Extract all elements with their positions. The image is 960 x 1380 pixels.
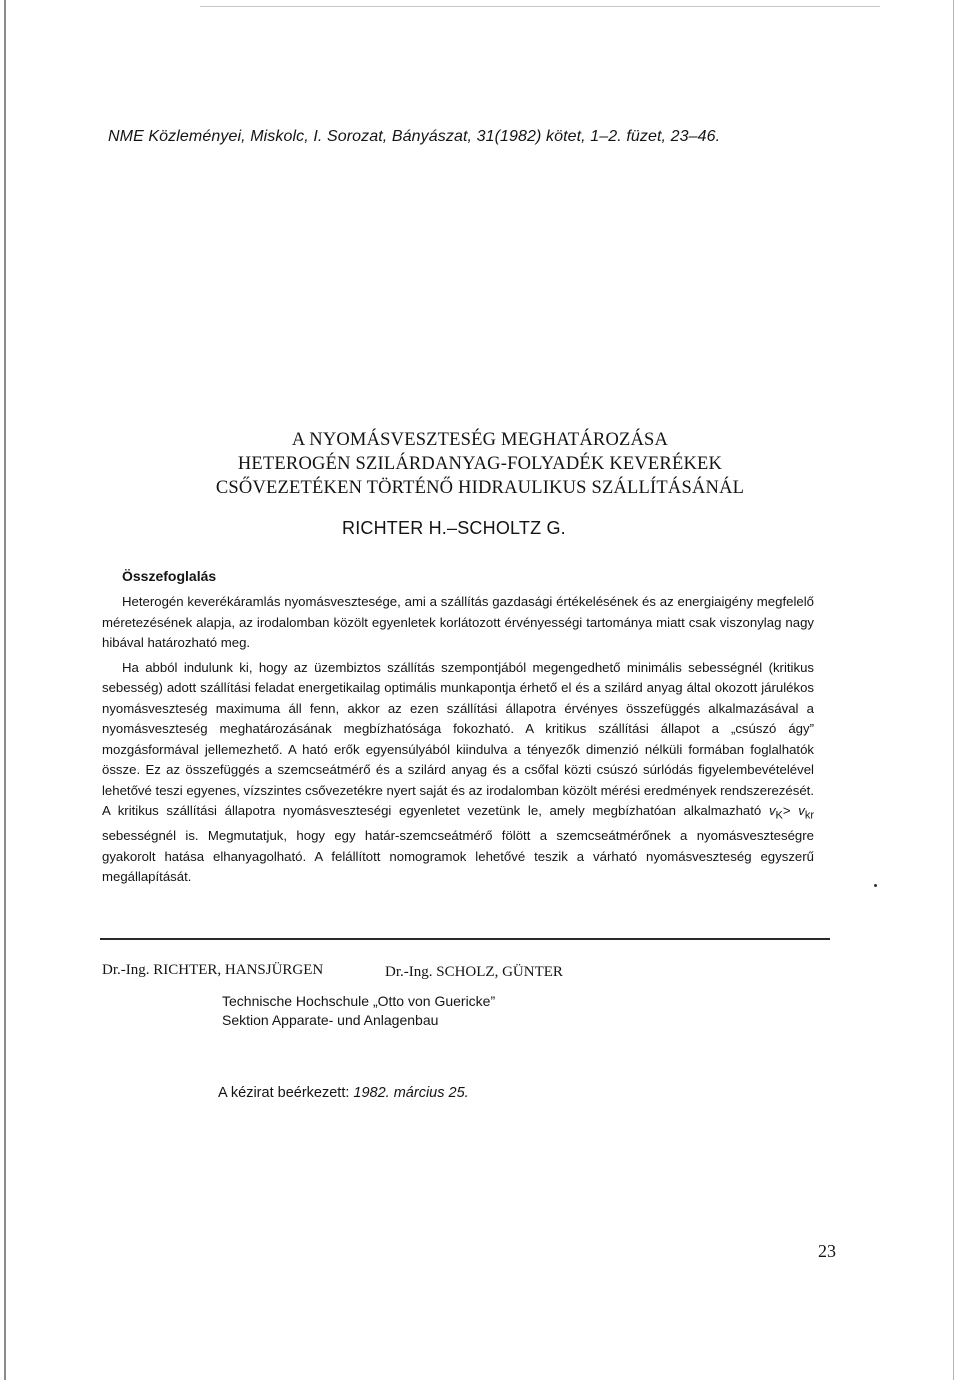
abstract-paragraph-2-end: sebességnél is. Megmutatjuk, hogy egy határ-szemcseátmérő fölött a szemcseátmérőnek a nyomásveszteségre gyakorolt hatása elhanyagolható. A felállított nomogramok lehetővé teszik a várható nyomásveszteség egyszerű megállapítását. bbox=[102, 828, 814, 885]
formula-rhs-sub: kr bbox=[804, 809, 814, 822]
scan-speck bbox=[874, 884, 877, 887]
title-line-3: CSŐVEZETÉKEN TÖRTÉNŐ HIDRAULIKUS SZÁLLÍTÁSÁNÁL bbox=[215, 478, 745, 498]
received-date bbox=[218, 1085, 469, 1101]
formula-operator: > bbox=[782, 803, 791, 818]
author-1-name: Dr.-Ing. RICHTER, HANSJÜRGEN bbox=[102, 962, 324, 978]
abstract-body bbox=[102, 592, 814, 888]
authors-line: RICHTER H.–SCHOLTZ G. bbox=[342, 518, 566, 538]
abstract-paragraph-2-text: Ha abból indulunk ki, hogy az üzembiztos szállítás szempontjából megengedhető minimális sebességnél (kritikus sebesség) adott szállítási feladat energetikailag optimális munkapontja érhető el és a szilárd anyag által okozott járulékos nyomásveszteség maximuma áll fenn, akkor az ezen szállítási állapotra érvényes összefüggés alkalmazásával a nyomásveszteség meghatározásának megbízhatósága fokozható. A kritikus szállítási állapot a „csúszó ágy” mozgásformával jellemezhető. A ható erők egyensúlyából kiindulva a tényezők dimenzió nélküli formában foglalhatók össze. Ez az összefüggés a szemcseátmérő és a szilárd anyag és a csőfal közti csúszó súrlódás figyelembevételével lehetővé teszi egyenes, vízszintes csővezetékre nyert saját és az irodalomban közölt mérési eredmények rendszerezését. A kritikus szállítási állapotra nyomásveszteségi egyenletet vezetünk le, amely megbízhatóan alkalmazható bbox=[102, 659, 814, 818]
received-label: A kézirat beérkezett: bbox=[218, 1085, 354, 1101]
received-date-value: 1982. március 25. bbox=[353, 1085, 469, 1101]
formula bbox=[768, 803, 814, 822]
page-number: 23 bbox=[818, 1241, 836, 1261]
affiliation-line-1: Technische Hochschule „Otto von Guericke” bbox=[222, 993, 496, 1009]
author-2-name: Dr.-Ing. SCHOLZ, GÜNTER bbox=[385, 964, 563, 980]
formula-lhs-sub: K bbox=[775, 809, 783, 822]
formula-lhs: v bbox=[768, 803, 776, 818]
title-line-2: HETEROGÉN SZILÁRDANYAG-FOLYADÉK KEVERÉKEK bbox=[237, 454, 723, 474]
abstract-heading: Összefoglalás bbox=[122, 568, 217, 584]
abstract-paragraph-1: Heterogén keverékáramlás nyomásvesztesége, ami a szállítás gazdasági értékelésének és az energiaigény megfelelő méretezésének alapja, az irodalomban közölt egyenletek korlátozott érvényességi tartománya miatt csak viszonylag nagy hibával határozható meg. bbox=[102, 594, 814, 650]
scan-edge-right bbox=[953, 0, 954, 1380]
scan-edge-top bbox=[200, 6, 880, 7]
title-line-1: A NYOMÁSVESZTESÉG MEGHATÁROZÁSA bbox=[291, 430, 669, 450]
formula-rhs: v bbox=[798, 803, 805, 818]
affiliation bbox=[222, 992, 495, 1030]
affiliation-line-2: Sektion Apparate- und Anlagenbau bbox=[222, 1012, 439, 1028]
section-divider bbox=[100, 938, 830, 940]
article-title bbox=[170, 428, 790, 500]
scan-edge-left bbox=[4, 0, 6, 1380]
abstract-paragraph-2 bbox=[102, 658, 814, 888]
journal-header: NME Közleményei, Miskolc, I. Sorozat, Bányászat, 31(1982) kötet, 1–2. füzet, 23–46. bbox=[108, 128, 721, 145]
